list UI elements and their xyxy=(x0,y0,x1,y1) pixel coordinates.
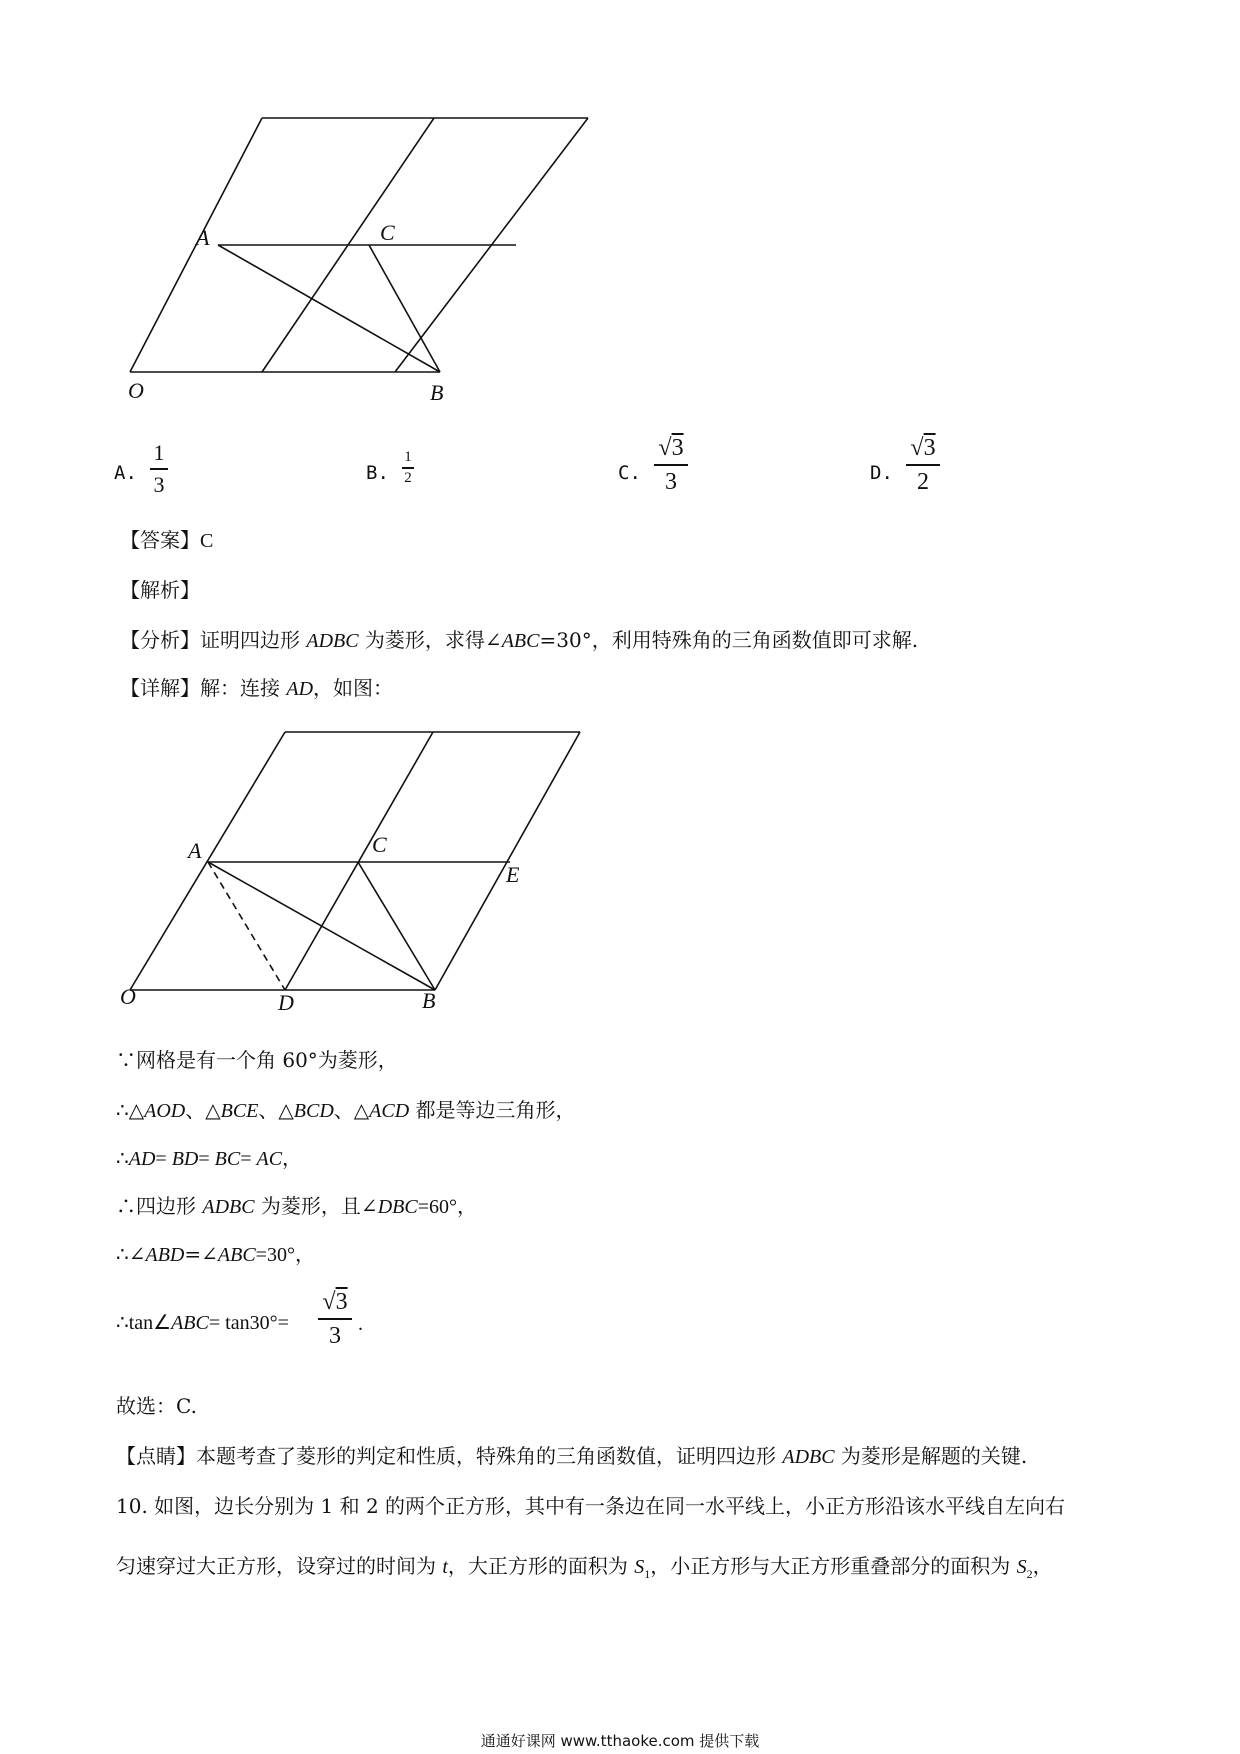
option-b-letter: B. xyxy=(366,462,389,484)
option-d-fraction: √3 2 xyxy=(906,436,940,494)
fenxi-line: 【分析】证明四边形 ADBC 为菱形，求得∠ABC=30°，利用特殊角的三角函数值即可求解. xyxy=(120,628,919,652)
label-B: B xyxy=(430,380,444,405)
option-c-fraction: √3 3 xyxy=(654,436,688,494)
answer-line xyxy=(120,530,213,551)
footer-text: 通通好课网 www.tthaoke.com 提供下载 xyxy=(480,1732,760,1750)
label-A: A xyxy=(196,225,210,250)
dianjing-line: 【点睛】本题考查了菱形的判定和性质，特殊角的三角函数值，证明四边形 ADBC 为菱形是解题的关键. xyxy=(116,1444,1028,1468)
answer-tag: 【答案】 xyxy=(120,528,200,552)
option-a-letter: A. xyxy=(114,462,137,484)
label2-E: E xyxy=(506,862,520,887)
step-6-end: . xyxy=(358,1313,363,1335)
step-1: ∵网格是有一个角 60°为菱形， xyxy=(116,1048,398,1072)
choose-line: 故选：C. xyxy=(116,1394,197,1418)
label2-A: A xyxy=(188,838,202,863)
step-6: ∴tan∠ABC= tan30°= xyxy=(116,1312,289,1334)
q10-line-2: 匀速穿过大正方形，设穿过的时间为 t，大正方形的面积为 $S_1$，小正方形与大正方形重叠部分的面积为 $S_2$， xyxy=(116,1554,1053,1581)
option-a-fraction: 1 3 xyxy=(150,442,168,496)
label2-B: B xyxy=(422,988,436,1013)
label-O: O xyxy=(128,378,144,403)
options-row xyxy=(0,430,1240,510)
step-2: ∴△AOD、△BCE、△BCD、△ACD 都是等边三角形， xyxy=(116,1098,576,1122)
analysis-tag: 【解析】 xyxy=(120,578,200,602)
figure-1 xyxy=(0,0,1240,420)
step-4: ∴四边形 ADBC 为菱形，且∠DBC=60°， xyxy=(116,1194,477,1218)
label2-D: D xyxy=(278,990,294,1015)
label-C: C xyxy=(380,220,395,245)
option-c-letter: C. xyxy=(618,462,641,484)
option-b-fraction: 1 2 xyxy=(402,450,414,486)
step-5: ∴∠ABD=∠ABC=30°， xyxy=(116,1242,315,1266)
q10-line-1: 10. 如图，边长分别为 1 和 2 的两个正方形，其中有一条边在同一水平线上，小正方形沿该水平线自左向右 xyxy=(116,1494,1066,1518)
option-d-letter: D. xyxy=(870,462,893,484)
figure-2 xyxy=(0,720,1240,1020)
step-3: ∴AD= BD= BC= AC， xyxy=(116,1146,303,1170)
label2-C: C xyxy=(372,832,387,857)
step-6-fraction: √3 3 xyxy=(318,1290,352,1348)
xiangjie-line: 【详解】解：连接 AD，如图： xyxy=(120,676,394,700)
label2-O: O xyxy=(120,984,136,1009)
answer-value: C xyxy=(200,530,214,552)
